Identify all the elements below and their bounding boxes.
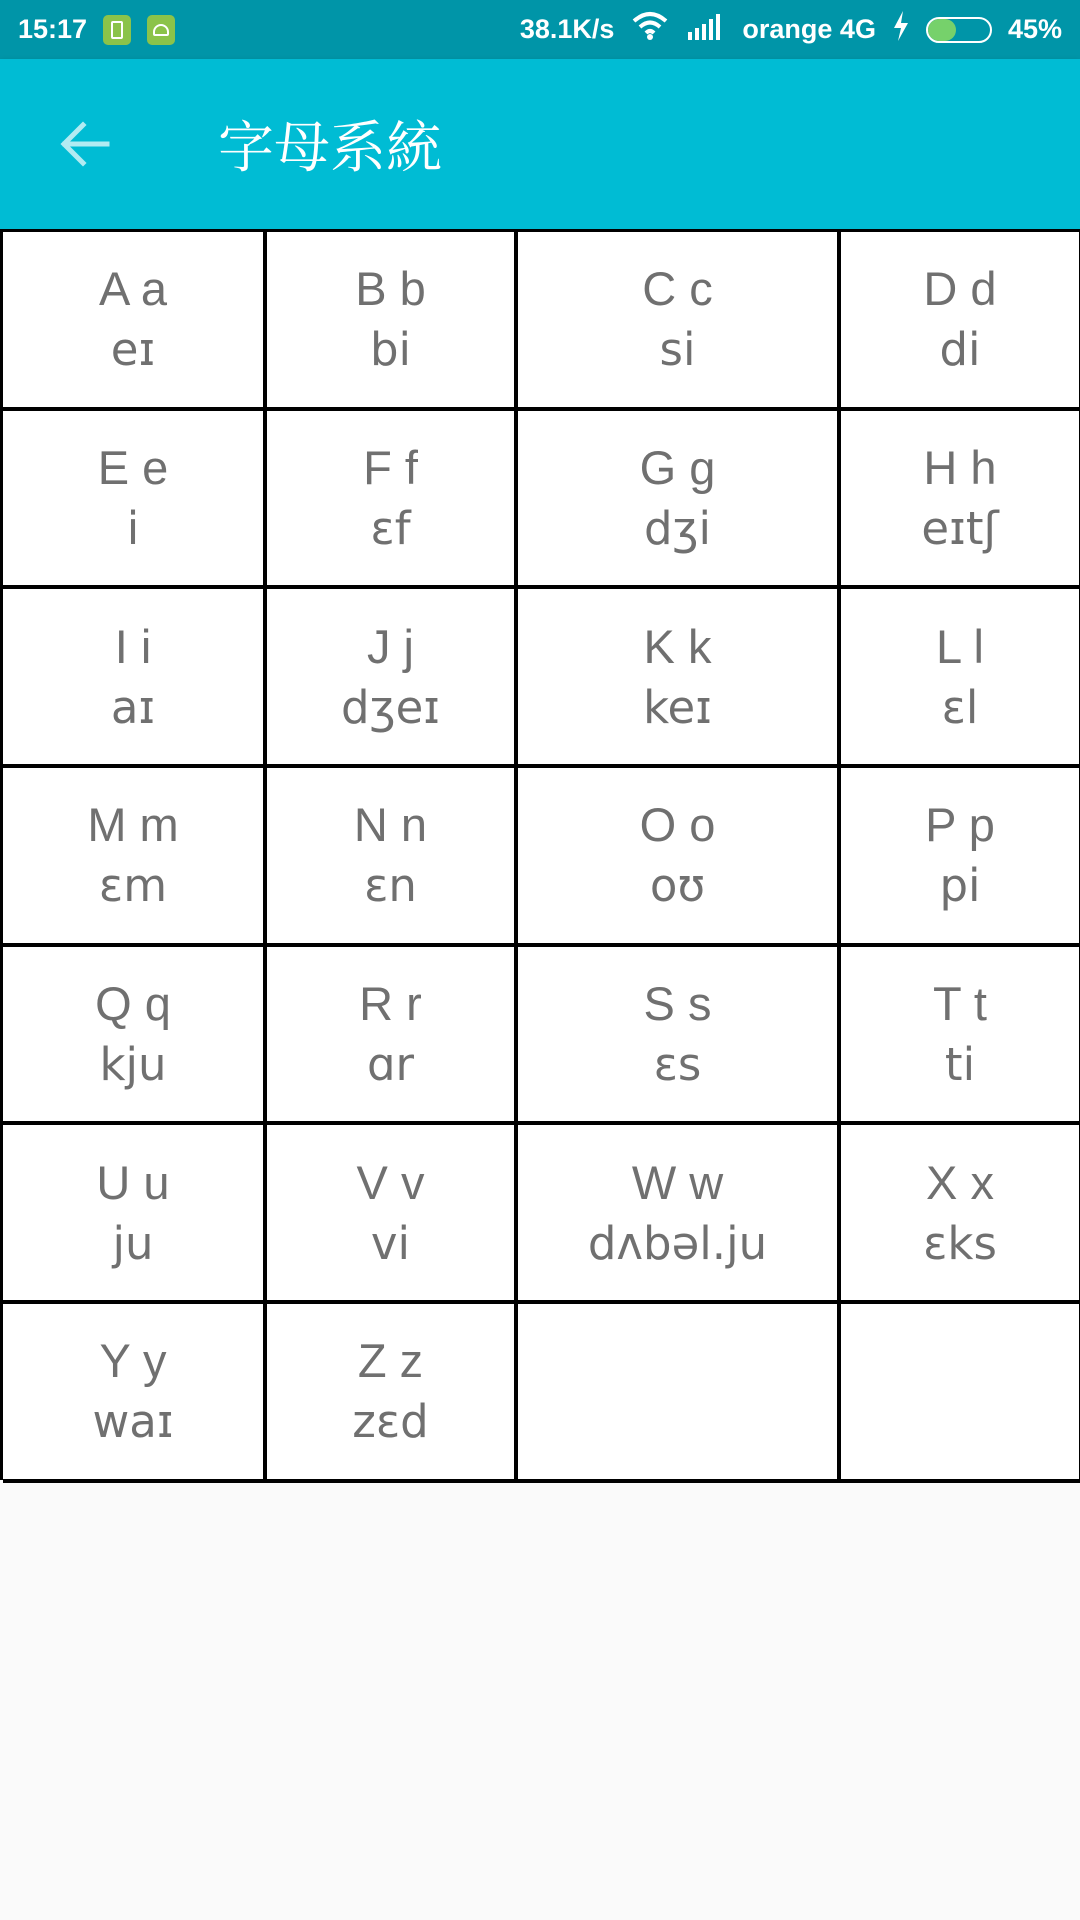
letter-label: Y y (99, 1334, 167, 1388)
letter-label: K k (643, 619, 712, 673)
letter-label: J j (367, 619, 414, 673)
page-title: 字母系統 (218, 116, 442, 181)
back-button[interactable] (40, 99, 130, 189)
letter-label: N n (353, 798, 428, 852)
wifi-icon (630, 11, 670, 48)
letter-cell[interactable] (267, 1125, 518, 1304)
pronunciation-label: ɛs (653, 1038, 702, 1092)
letter-label: D d (923, 262, 997, 316)
pronunciation-label: pi (939, 859, 981, 913)
letter-label: T t (933, 977, 987, 1031)
letter-label: W w (631, 1155, 724, 1209)
pronunciation-label: ɛks (923, 1216, 997, 1270)
letter-cell[interactable] (518, 232, 841, 411)
pronunciation-label: zɛd (352, 1395, 429, 1449)
pronunciation-label: ɛf (370, 502, 411, 556)
pronunciation-label: dʒi (643, 502, 712, 556)
letter-label: S s (643, 977, 712, 1031)
letter-label: E e (97, 441, 169, 495)
letter-label: V v (356, 1155, 425, 1209)
arrow-left-icon (59, 121, 111, 167)
pronunciation-label: aɪ (110, 680, 156, 734)
pronunciation-label: ɛl (941, 680, 979, 734)
letter-cell[interactable] (3, 768, 267, 947)
pronunciation-label: dʒeɪ (341, 680, 440, 734)
letter-cell[interactable] (267, 411, 518, 590)
pronunciation-label: waɪ (92, 1395, 174, 1449)
pronunciation-label: si (659, 323, 696, 377)
pronunciation-label: kju (99, 1038, 167, 1092)
letter-cell[interactable] (841, 768, 1080, 947)
letter-label: H h (923, 441, 997, 495)
pronunciation-label: keɪ (643, 680, 712, 734)
letter-cell[interactable] (841, 589, 1080, 768)
letter-label: L l (936, 619, 984, 673)
letter-label: O o (639, 798, 716, 852)
status-time: 15:17 (18, 14, 88, 44)
app-bar (0, 59, 1080, 229)
pronunciation-label: oʊ (649, 859, 706, 913)
battery-level (928, 19, 956, 41)
letter-cell[interactable] (267, 589, 518, 768)
letter-cell[interactable] (518, 947, 841, 1126)
letter-label: B b (355, 262, 426, 316)
android-icon (147, 15, 175, 45)
pronunciation-label: bi (369, 323, 412, 377)
pronunciation-label: ɛn (364, 859, 417, 913)
letter-cell[interactable] (841, 1125, 1080, 1304)
letter-cell[interactable] (3, 947, 267, 1126)
alphabet-grid (0, 229, 1080, 1480)
letter-cell[interactable] (841, 232, 1080, 411)
pronunciation-label: ti (944, 1038, 976, 1092)
letter-cell[interactable] (518, 1304, 841, 1483)
letter-label: I i (114, 619, 152, 673)
letter-label: A a (99, 262, 167, 316)
letter-cell[interactable] (267, 232, 518, 411)
letter-label: Q q (95, 977, 171, 1031)
status-bar (0, 0, 1080, 59)
battery-saver-icon (103, 15, 131, 45)
pronunciation-label: ɑr (366, 1038, 415, 1092)
letter-label: G g (639, 441, 716, 495)
charging-bolt-icon (892, 11, 910, 48)
pronunciation-label: ɛm (98, 859, 168, 913)
pronunciation-label: eɪtʃ (921, 502, 999, 556)
letter-cell[interactable] (841, 947, 1080, 1126)
letter-cell[interactable] (518, 589, 841, 768)
letter-label: R r (359, 977, 422, 1031)
battery-icon (926, 17, 992, 43)
letter-cell[interactable] (3, 589, 267, 768)
letter-cell[interactable] (267, 768, 518, 947)
letter-label: F f (363, 441, 418, 495)
network-speed: 38.1K/s (519, 14, 615, 44)
letter-cell[interactable] (3, 1304, 267, 1483)
letter-label: P p (925, 798, 995, 852)
carrier-label: orange 4G (742, 14, 876, 44)
letter-cell[interactable] (3, 1125, 267, 1304)
pronunciation-label: eɪ (110, 323, 156, 377)
signal-icon (686, 12, 726, 47)
pronunciation-label: dʌbəl.ju (587, 1216, 768, 1270)
pronunciation-label: vi (370, 1216, 411, 1270)
letter-label: X x (926, 1155, 994, 1209)
letter-label: C c (642, 262, 713, 316)
letter-cell[interactable] (267, 1304, 518, 1483)
letter-cell[interactable] (3, 232, 267, 411)
letter-cell[interactable] (518, 768, 841, 947)
letter-label: Z z (357, 1334, 424, 1388)
letter-cell[interactable] (518, 1125, 841, 1304)
letter-label: U u (96, 1155, 170, 1209)
letter-cell[interactable] (3, 411, 267, 590)
battery-percent: 45% (1007, 14, 1062, 44)
pronunciation-label: di (939, 323, 981, 377)
letter-cell[interactable] (267, 947, 518, 1126)
letter-cell[interactable] (841, 411, 1080, 590)
letter-cell[interactable] (841, 1304, 1080, 1483)
pronunciation-label: ju (112, 1216, 154, 1270)
letter-cell[interactable] (518, 411, 841, 590)
letter-label: M m (87, 798, 179, 852)
pronunciation-label: i (126, 502, 140, 556)
